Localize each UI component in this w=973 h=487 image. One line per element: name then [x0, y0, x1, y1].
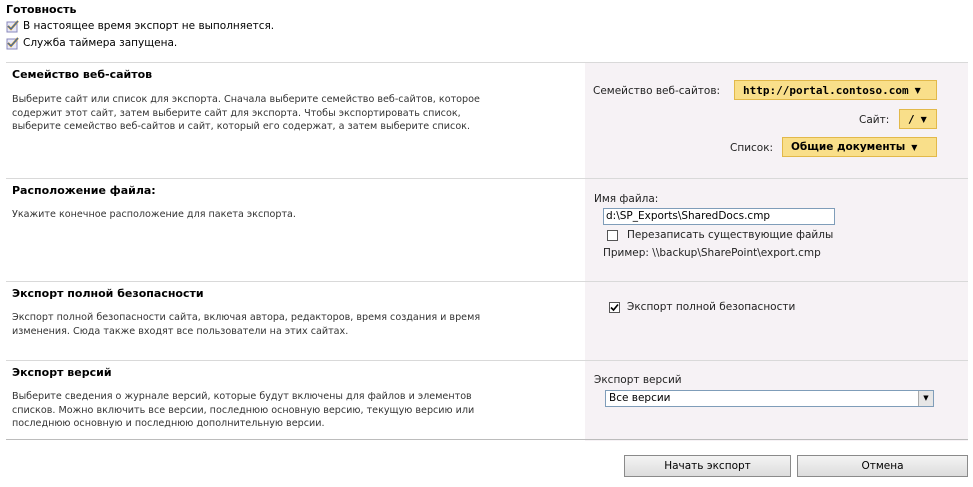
overwrite-checkbox[interactable]: [607, 230, 618, 241]
status-area: [6, 3, 274, 50]
section-description: Выберите сайт или список для экспорта. Сначала выберите семейство веб-сайтов, которое содержит этот сайт, затем выберите сайт для экспорта. Чтобы экспортировать список, выберите семейство веб-сайтов и сайт, который его содержат, а затем выберите список.: [12, 94, 480, 132]
section-description: Укажите конечное расположение для пакета экспорта.: [12, 209, 296, 220]
collection-value: http://portal.contoso.com: [743, 83, 909, 97]
section-left: [6, 63, 584, 179]
section-description: Выберите сведения о журнале версий, которые будут включены для файлов и элементов списков. Можно включить все версии, последнюю основную версию, текущую версию или последнюю основную и последнюю дополнительную версии.: [12, 391, 475, 429]
chevron-down-icon: ▼: [920, 114, 927, 124]
check-status-icon: [6, 19, 20, 33]
collection-dropdown[interactable]: [734, 80, 937, 100]
filename-label: Имя файла:: [594, 193, 659, 205]
section-title: Экспорт полной безопасности: [12, 287, 204, 300]
checkmark-icon: [610, 303, 619, 312]
section-right: [585, 179, 968, 282]
chevron-down-icon[interactable]: ▼: [918, 391, 933, 406]
site-value: /: [908, 112, 915, 126]
section-right: [585, 361, 968, 441]
versions-select[interactable]: [605, 390, 934, 407]
status-text-export: В настоящее время экспорт не выполняется.: [23, 20, 275, 32]
list-dropdown[interactable]: [782, 137, 937, 157]
site-dropdown[interactable]: [899, 109, 937, 129]
list-label: Список:: [730, 142, 774, 154]
status-line-timer: [6, 36, 274, 50]
site-label: Сайт:: [859, 114, 890, 126]
section-left: [6, 179, 584, 282]
versions-selected: Все версии: [609, 392, 671, 404]
full-security-checkbox[interactable]: [609, 302, 620, 313]
status-text-timer: Служба таймера запущена.: [23, 37, 178, 49]
status-line-export: [6, 19, 274, 33]
section-left: [6, 361, 584, 441]
cancel-button[interactable]: Отмена: [797, 455, 968, 477]
section-versions: [6, 360, 968, 441]
full-security-label: Экспорт полной безопасности: [627, 301, 796, 313]
section-right: [585, 282, 968, 361]
section-title: Семейство веб-сайтов: [12, 68, 153, 81]
export-form: [6, 62, 968, 440]
check-status-icon: [6, 36, 20, 50]
chevron-down-icon: ▼: [914, 85, 921, 95]
section-right: [585, 63, 968, 179]
section-title: Расположение файла:: [12, 184, 156, 197]
form-divider: [6, 439, 968, 440]
filename-input[interactable]: d:\SP_Exports\SharedDocs.cmp: [603, 208, 835, 225]
chevron-down-icon: ▼: [911, 142, 918, 152]
section-file-location: [6, 178, 968, 282]
section-title: Экспорт версий: [12, 366, 112, 379]
list-value: Общие документы: [791, 141, 906, 153]
filename-example: Пример: \\backup\SharePoint\export.cmp: [603, 247, 821, 259]
collection-label: Семейство веб-сайтов:: [593, 85, 721, 97]
section-left: [6, 282, 584, 361]
section-full-security: [6, 281, 968, 361]
overwrite-label: Перезаписать существующие файлы: [627, 229, 834, 241]
start-export-button[interactable]: Начать экспорт: [624, 455, 791, 477]
section-site-collection: [6, 62, 968, 179]
status-title: Готовность: [6, 3, 77, 16]
versions-label: Экспорт версий: [594, 374, 682, 386]
section-description: Экспорт полной безопасности сайта, включая автора, редакторов, время создания и время изменения. Сюда также входят все пользователи на этих сайтах.: [12, 312, 481, 337]
